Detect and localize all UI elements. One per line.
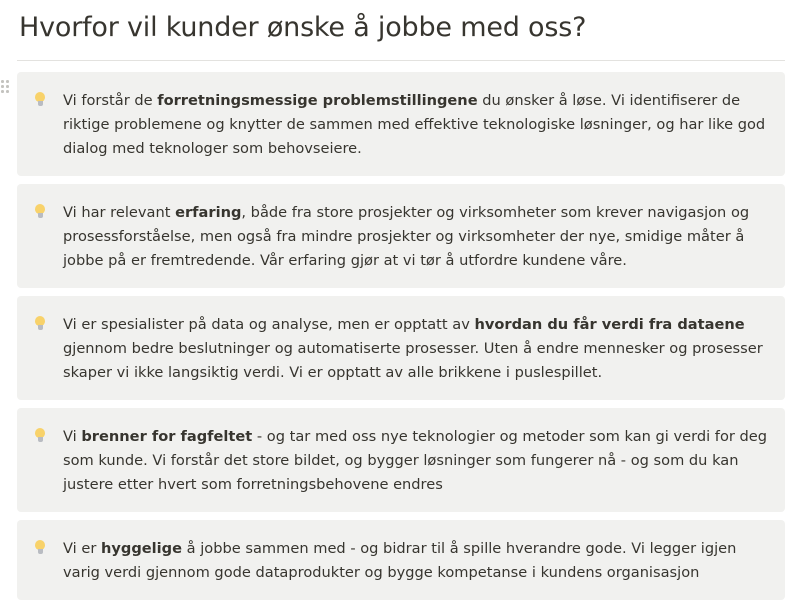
divider <box>17 60 785 61</box>
callout-text: Vi er spesialister på data og analyse, men er opptatt av hvordan du får verdi fra dataene gjennom bedre beslutninger og automatiserte prosesser. Uten å endre mennesker og prosesser skaper vi ikke langsiktig verdi. Vi er opptatt av alle brikkene i puslespillet. <box>63 316 763 381</box>
page-title: Hvorfor vil kunder ønske å jobbe med oss? <box>19 12 587 43</box>
lightbulb-icon <box>34 92 46 108</box>
callout-block[interactable] <box>17 520 785 600</box>
callout-text: Vi brenner for fagfeltet - og tar med oss nye teknologier og metoder som kan gi verdi for deg som kunde. Vi forstår det store bildet, og bygger løsninger som fungerer nå - og som du kan justere etter hvert som forretningsbehovene endres <box>63 428 768 493</box>
callout-block[interactable] <box>17 408 785 512</box>
lightbulb-icon <box>34 316 46 332</box>
callout-text: Vi har relevant erfaring, både fra store prosjekter og virksomheter som krever navigasjon og prosessforståelse, men også fra mindre prosjekter og virksomheter der nye, smidige måter å jobbe på er fremtredende. Vår erfaring gjør at vi tør å utfordre kundene våre. <box>63 204 750 269</box>
callout-block[interactable] <box>17 72 785 176</box>
lightbulb-icon <box>34 204 46 220</box>
callout-text: Vi forstår de forretningsmessige problemstillingene du ønsker å løse. Vi identifiserer de riktige problemene og knytter de sammen med effektive teknologiske løsninger, og har like god dialog med teknologer som behovseiere. <box>63 92 766 157</box>
lightbulb-icon <box>34 540 46 556</box>
drag-handle-icon[interactable] <box>1 79 11 95</box>
callout-block[interactable] <box>17 296 785 400</box>
callout-block[interactable] <box>17 184 785 288</box>
callout-text: Vi er hyggelige å jobbe sammen med - og bidrar til å spille hverandre gode. Vi legger igjen varig verdi gjennom gode dataprodukter og bygge kompetanse i kundens organisasjon <box>63 540 737 581</box>
lightbulb-icon <box>34 428 46 444</box>
